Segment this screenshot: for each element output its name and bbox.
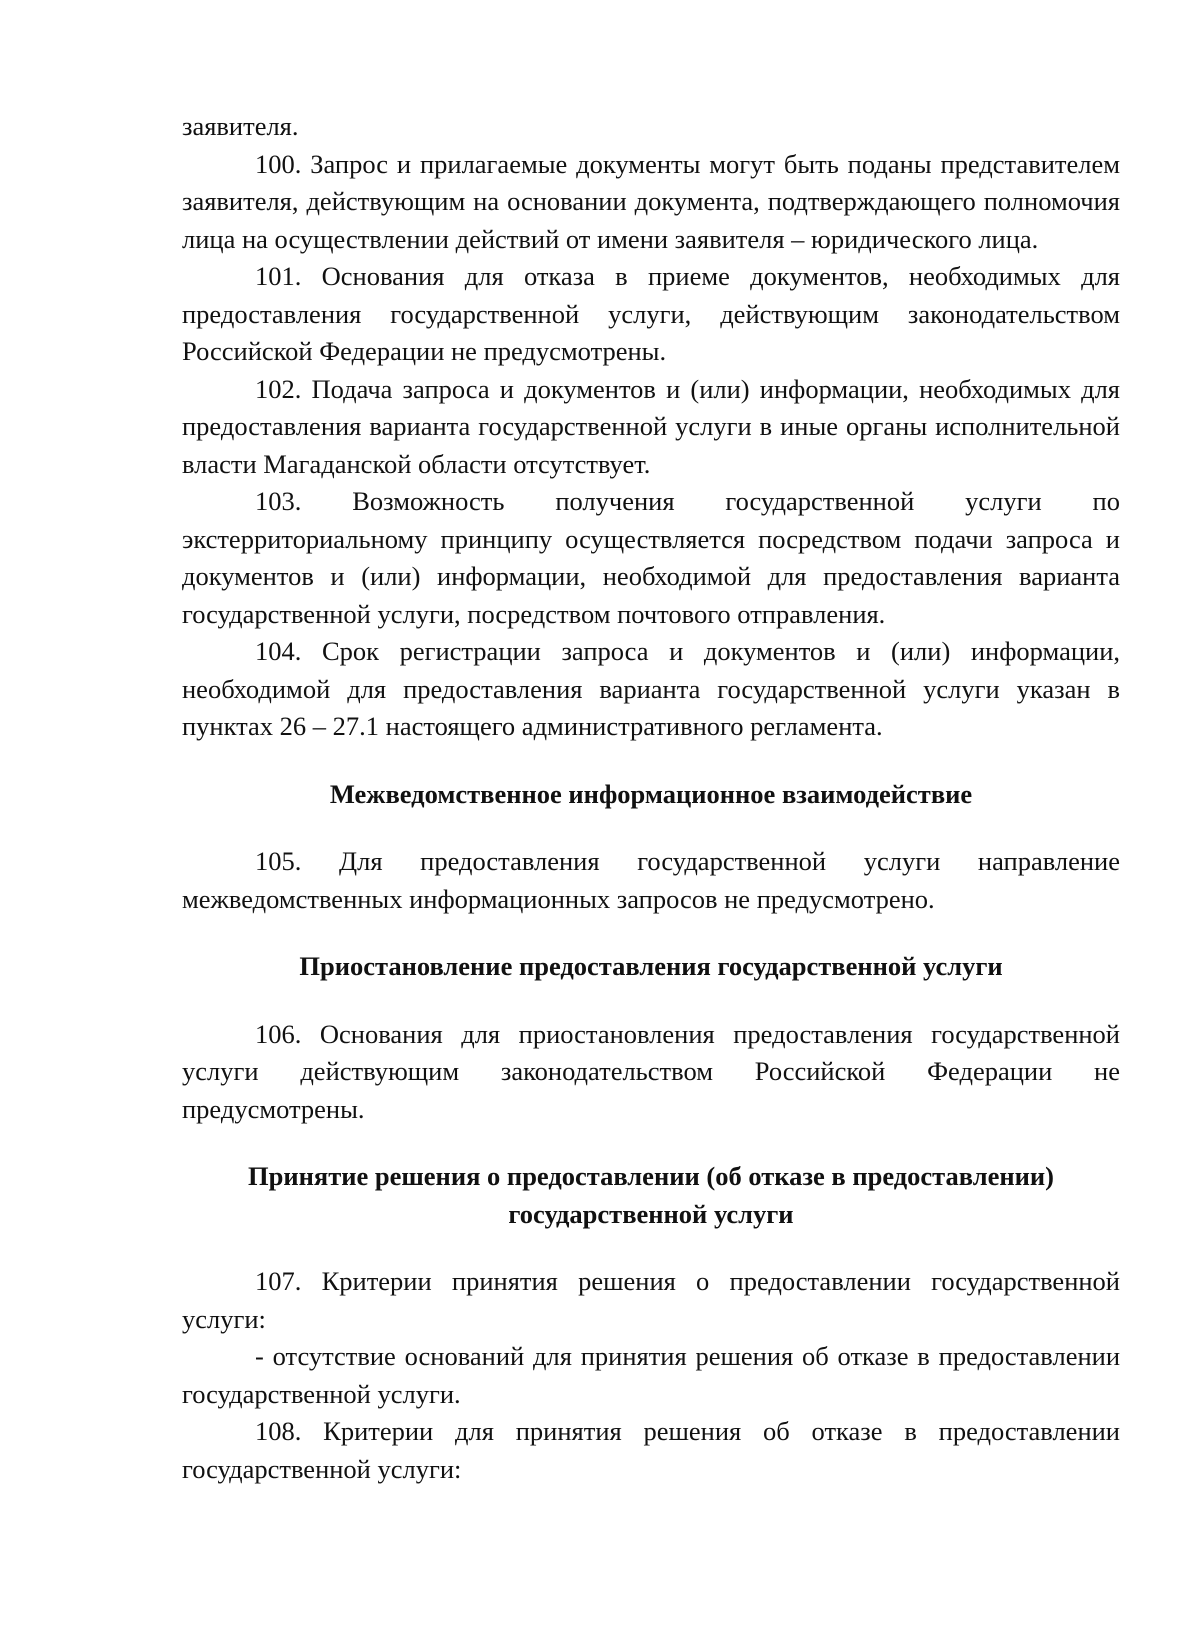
paragraph-104: 104. Срок регистрации запроса и документов и (или) информации, необходимой для предоставления варианта государственной услуги указан в пунктах 26 – 27.1 настоящего административного регламента. <box>182 636 1120 741</box>
section-heading-interagency: Межведомственное информационное взаимодействие <box>329 778 973 809</box>
paragraph-100: 100. Запрос и прилагаемые документы могут быть поданы представителем заявителя, действующим на основании документа, подтверждающего полномочия лица на осуществлении действий от имени заявителя – юридического лица. <box>182 148 1120 254</box>
paragraph-101: 101. Основания для отказа в приеме документов, необходимых для предоставления государственной услуги, действующим законодательством Российской Федерации не предусмотрены. <box>182 261 1120 366</box>
paragraph-106: 106. Основания для приостановления предоставления государственной услуги действующим законодательством Российской Федерации не предусмотрены. <box>182 1018 1120 1124</box>
section-heading-decision: Принятие решения о предоставлении (об отказе в предоставлении) государственной услуги <box>248 1161 1054 1229</box>
paragraph-103: 103. Возможность получения государственной услуги по экстерриториальному принципу осуществляется посредством подачи запроса и документов и (или) информации, необходимой для предоставления варианта государственной услуги, посредством почтового отправления. <box>182 486 1120 629</box>
paragraph-107: 107. Критерии принятия решения о предоставлении государственной услуги: <box>182 1266 1120 1334</box>
paragraph-107-criterion: - отсутствие оснований для принятия решения об отказе в предоставлении государственной услуги. <box>182 1341 1120 1409</box>
paragraph-continuation: заявителя. <box>182 111 299 141</box>
section-heading-suspension: Приостановление предоставления государственной услуги <box>299 951 1003 981</box>
paragraph-108: 108. Критерии для принятия решения об отказе в предоставлении государственной услуги: <box>182 1416 1120 1484</box>
paragraph-102: 102. Подача запроса и документов и (или) информации, необходимых для предоставления варианта государственной услуги в иные органы исполнительной власти Магаданской области отсутствует. <box>182 373 1120 479</box>
paragraph-105: 105. Для предоставления государственной услуги направление межведомственных информационных запросов не предусмотрено. <box>182 846 1120 914</box>
document-body <box>182 108 1120 1488</box>
